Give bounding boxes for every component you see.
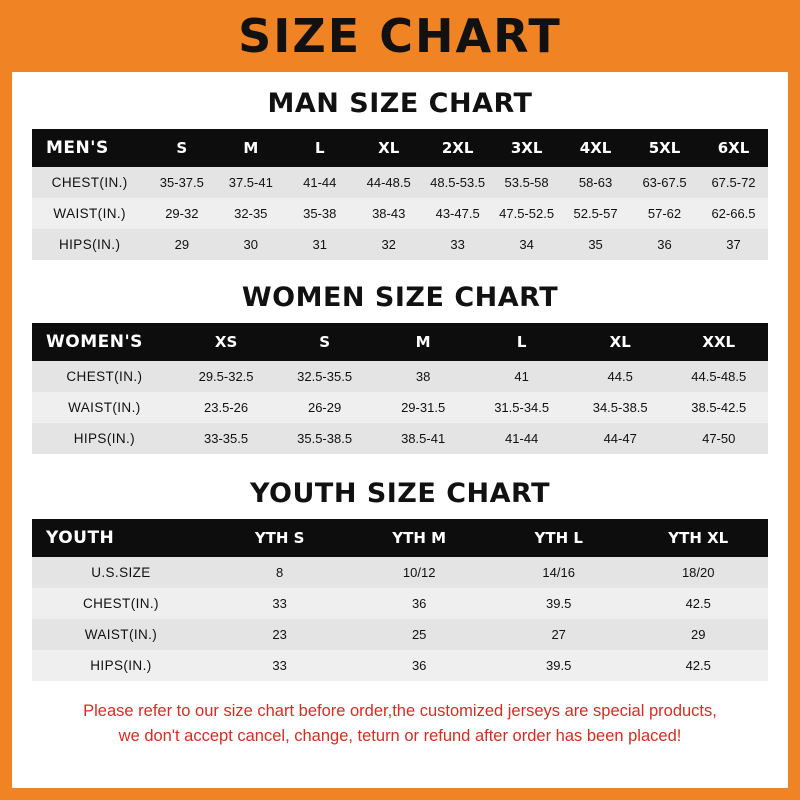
men-header-4xl: 4XL [579,139,612,157]
youth-header-label: YOUTH [46,528,115,548]
cell: 38.5-42.5 [691,400,747,415]
women-header-xs: XS [214,333,238,351]
cell: 29-32 [165,206,199,221]
youth-table-header [32,519,768,557]
cell: 35-37.5 [159,175,204,190]
cell: 41-44 [303,175,337,190]
cell: 35.5-38.5 [297,431,353,446]
section-women [32,282,768,454]
cell: 35-38 [303,206,337,221]
table-row [32,361,768,392]
table-row [32,198,768,229]
footer-note-line2: we don't accept cancel, change, teturn or refund after order has been placed! [118,726,682,745]
youth-header-xl: YTH XL [668,529,729,547]
cell: 23.5-26 [204,400,249,415]
men-header-xl: XL [378,139,400,157]
cell: 38 [415,369,431,384]
cell: 44.5 [607,369,633,384]
cell: 37.5-41 [228,175,273,190]
row-label: U.S.SIZE [91,565,151,580]
cell: 32-35 [234,206,268,221]
chart-content [12,88,788,749]
men-size-table [32,129,768,260]
cell: 10/12 [402,565,436,580]
cell: 67.5-72 [711,175,756,190]
table-row [32,229,768,260]
men-header-3xl: 3XL [510,139,543,157]
cell: 29 [174,237,190,252]
cell: 42.5 [685,596,711,611]
cell: 39.5 [546,596,572,611]
row-label: HIPS(IN.) [73,431,136,446]
cell: 25 [411,627,427,642]
row-label: HIPS(IN.) [90,658,152,673]
youth-size-table [32,519,768,681]
table-row [32,167,768,198]
women-header-m: M [415,333,431,351]
cell: 39.5 [546,658,572,673]
table-header-row [32,129,768,167]
cell: 41 [514,369,529,384]
women-table-body [32,361,768,454]
cell: 44-48.5 [366,175,411,190]
row-label: CHEST(IN.) [66,369,143,384]
cell: 34.5-38.5 [592,400,648,415]
section-title-man: MAN SIZE CHART [267,88,533,119]
men-header-5xl: 5XL [648,139,681,157]
cell: 29 [690,627,706,642]
cell: 27 [551,627,566,642]
women-table-header [32,323,768,361]
cell: 44-47 [603,431,637,446]
cell: 36 [657,237,672,252]
cell: 34 [519,237,534,252]
cell: 31 [312,237,327,252]
table-header-row [32,519,768,557]
cell: 33-35.5 [204,431,249,446]
cell: 33 [450,237,465,252]
men-header-2xl: 2XL [441,139,474,157]
women-header-xxl: XXL [702,333,736,351]
row-label: WAIST(IN.) [53,206,126,221]
cell: 32 [381,237,396,252]
row-label: HIPS(IN.) [59,237,121,252]
cell: 38.5-41 [401,431,446,446]
cell: 48.5-53.5 [430,175,486,190]
women-header-l: L [516,333,527,351]
cell: 14/16 [542,565,575,580]
bottom-border-bar [0,788,800,800]
page-title: SIZE CHART [238,9,562,63]
cell: 37 [726,237,741,252]
youth-table-body [32,557,768,681]
cell: 23 [272,627,287,642]
cell: 53.5-58 [504,175,549,190]
table-row [32,650,768,681]
cell: 36 [411,658,427,673]
cell: 58-63 [578,175,613,190]
table-header-row [32,323,768,361]
table-row [32,588,768,619]
cell: 47-50 [702,431,736,446]
men-header-6xl: 6XL [717,139,750,157]
row-label: CHEST(IN.) [51,175,128,190]
cell: 26-29 [307,400,342,415]
youth-header-s: YTH S [254,529,305,547]
cell: 44.5-48.5 [691,369,747,384]
footer-note-line1: Please refer to our size chart before order,the customized jerseys are special products, [83,702,717,720]
men-header-m: M [243,139,259,157]
cell: 8 [276,565,284,580]
section-title-women: WOMEN SIZE CHART [241,282,559,313]
men-header-l: L [314,139,325,157]
cell: 29.5-32.5 [198,369,254,384]
men-table-body [32,167,768,260]
cell: 29-31.5 [401,400,446,415]
cell: 33 [272,596,287,611]
table-row [32,423,768,454]
men-header-label: MEN'S [46,138,109,158]
cell: 42.5 [685,658,711,673]
cell: 30 [243,237,259,252]
cell: 57-62 [647,206,682,221]
cell: 18/20 [681,565,715,580]
footer-note [32,699,768,749]
cell: 43-47.5 [435,206,480,221]
youth-header-l: YTH L [534,529,583,547]
cell: 63-67.5 [642,175,687,190]
cell: 52.5-57 [573,206,618,221]
youth-header-m: YTH M [392,529,447,547]
row-label: WAIST(IN.) [84,627,158,642]
table-row [32,392,768,423]
cell: 62-66.5 [711,206,756,221]
cell: 47.5-52.5 [499,206,555,221]
women-header-xl: XL [609,333,631,351]
section-title-youth: YOUTH SIZE CHART [249,478,551,509]
cell: 38-43 [372,206,406,221]
section-youth [32,478,768,681]
women-header-s: S [319,333,330,351]
men-table-header [32,129,768,167]
men-header-s: S [176,139,188,157]
cell: 41-44 [505,431,539,446]
row-label: CHEST(IN.) [82,596,159,611]
cell: 33 [272,658,287,673]
cell: 31.5-34.5 [494,400,550,415]
table-row [32,557,768,588]
women-header-label: WOMEN'S [46,332,143,352]
header-banner [0,0,800,72]
section-man [32,88,768,260]
women-size-table [32,323,768,454]
row-label: WAIST(IN.) [68,400,141,415]
table-row [32,619,768,650]
cell: 36 [411,596,427,611]
cell: 32.5-35.5 [297,369,353,384]
cell: 35 [588,237,603,252]
